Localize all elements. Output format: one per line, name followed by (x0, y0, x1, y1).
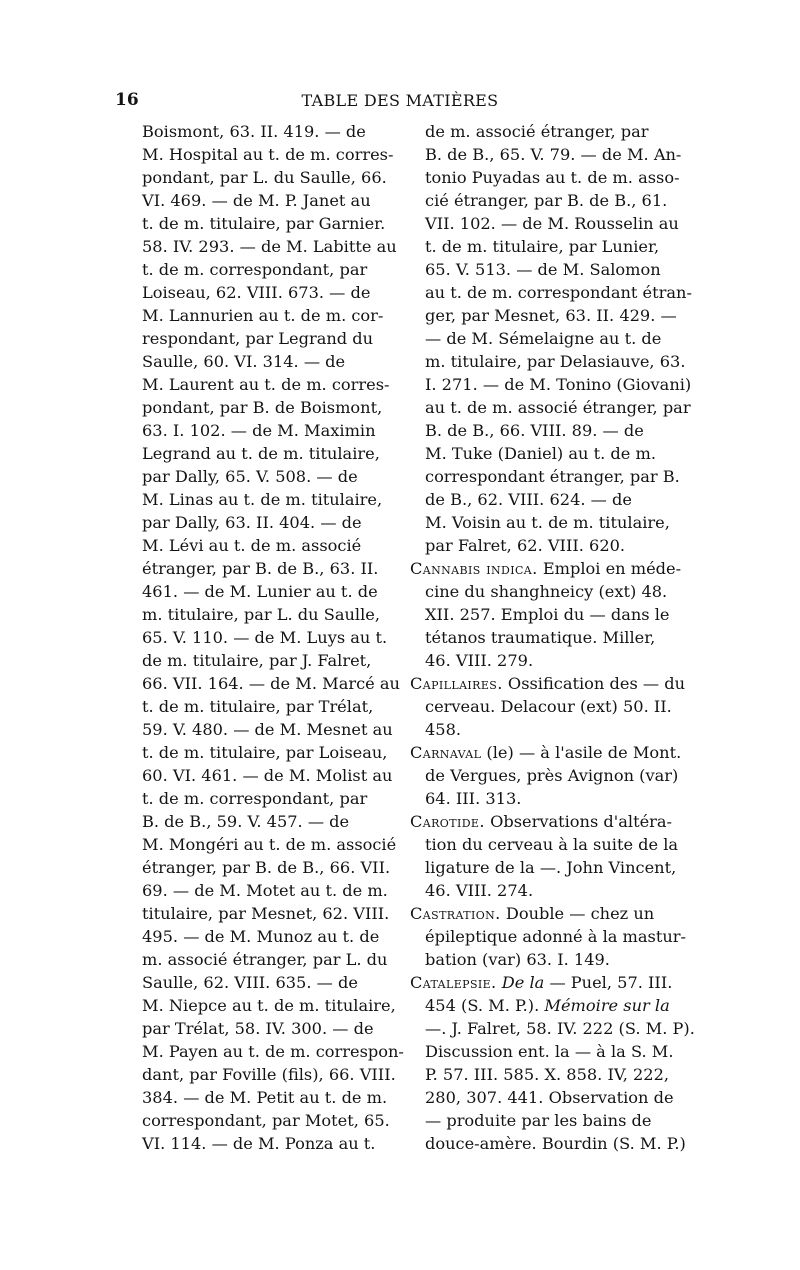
text-line: M. Tuke (Daniel) au t. de m. (425, 444, 656, 463)
index-term: Carotide. (410, 812, 485, 831)
text-line: VI. 114. — de M. Ponza au t. (142, 1134, 376, 1153)
text-line: XII. 257. Emploi du — dans le (425, 605, 670, 624)
text-line: 46. VIII. 274. (425, 881, 534, 900)
text-line: Saulle, 60. VI. 314. — de (142, 352, 346, 371)
text-line: respondant, par Legrand du (142, 329, 374, 348)
text-line: 495. — de M. Munoz au t. de (142, 927, 380, 946)
right-column (410, 120, 695, 1155)
text-line: t. de m. titulaire, par Lunier, (425, 237, 660, 256)
text-line: étranger, par B. de B., 63. II. (142, 559, 379, 578)
text-line: de Vergues, près Avignon (var) (425, 766, 679, 785)
text-line: 64. III. 313. (425, 789, 522, 808)
text-line: VI. 469. — de M. P. Janet au (142, 191, 371, 210)
page-number: 16 (115, 90, 139, 110)
text-line: M. Lévi au t. de m. associé (142, 536, 362, 555)
text-line: M. Voisin au t. de m. titulaire, (425, 513, 670, 532)
text-line: épileptique adonné à la mastur- (425, 927, 686, 946)
text-line: tétanos traumatique. Miller, (425, 628, 656, 647)
index-term: Capillaires. (410, 674, 503, 693)
index-entry-heading (410, 902, 672, 925)
entry-text: Emploi en méde- (537, 559, 682, 578)
text-line (410, 994, 672, 1017)
text-line: par Dally, 65. V. 508. — de (142, 467, 358, 486)
text-line: t. de m. titulaire, par Garnier. (142, 214, 386, 233)
entry-text: — Puel, 57. III. (544, 973, 673, 992)
text-line: Discussion ent. la — à la S. M. (425, 1042, 674, 1061)
text-line: cine du shanghneicy (ext) 48. (425, 582, 668, 601)
text-line: correspondant, par Motet, 65. (142, 1111, 390, 1130)
text-line: m. titulaire, par L. du Saulle, (142, 605, 380, 624)
text-line: de m. titulaire, par J. Falret, (142, 651, 372, 670)
italic-text: Mémoire sur la (544, 996, 670, 1015)
text-line: M. Mongéri au t. de m. associé (142, 835, 397, 854)
text-line: M. Payen au t. de m. correspon- (142, 1042, 404, 1061)
text-line: — produite par les bains de (425, 1111, 652, 1130)
text-line: B. de B., 65. V. 79. — de M. An- (425, 145, 682, 164)
text-line: 280, 307. 441. Observation de (425, 1088, 674, 1107)
text-line: M. Laurent au t. de m. corres- (142, 375, 390, 394)
text-line: B. de B., 59. V. 457. — de (142, 812, 350, 831)
text-line: 63. I. 102. — de M. Maximin (142, 421, 376, 440)
text-line: pondant, par L. du Saulle, 66. (142, 168, 387, 187)
text-line: 66. VII. 164. — de M. Marcé au (142, 674, 400, 693)
text-line: 69. — de M. Motet au t. de m. (142, 881, 388, 900)
index-term: Carnaval (410, 743, 482, 762)
entry-text: Double — chez un (500, 904, 655, 923)
running-title: TABLE DES MATIÈRES (301, 91, 499, 110)
text-line: 65. V. 513. — de M. Salomon (425, 260, 661, 279)
text-line: de B., 62. VIII. 624. — de (425, 490, 632, 509)
text-line: m. titulaire, par Delasiauve, 63. (425, 352, 686, 371)
text-line: par Trélat, 58. IV. 300. — de (142, 1019, 374, 1038)
index-term: Castration. (410, 904, 501, 923)
page-header (0, 90, 800, 110)
text-line: — de M. Sémelaigne au t. de (425, 329, 662, 348)
text-line: par Falret, 62. VIII. 620. (425, 536, 626, 555)
text-line: Legrand au t. de m. titulaire, (142, 444, 380, 463)
text-line: I. 271. — de M. Tonino (Giovani) (425, 375, 692, 394)
text-line: M. Lannurien au t. de m. cor- (142, 306, 384, 325)
text-line: tion du cerveau à la suite de la (425, 835, 679, 854)
text-line: Boismont, 63. II. 419. — de (142, 122, 366, 141)
text-line: cié étranger, par B. de B., 61. (425, 191, 668, 210)
text-line: au t. de m. correspondant étran- (425, 283, 692, 302)
text-line: tonio Puyadas au t. de m. asso- (425, 168, 680, 187)
index-entry-heading (410, 672, 686, 695)
entry-text: Ossification des — du (502, 674, 686, 693)
index-term: Catalepsie. (410, 973, 497, 992)
text-line: étranger, par B. de B., 66. VII. (142, 858, 391, 877)
index-entry-heading (410, 557, 682, 580)
text-line: cerveau. Delacour (ext) 50. II. (425, 697, 672, 716)
text-line: pondant, par B. de Boismont, (142, 398, 383, 417)
text-line: t. de m. titulaire, par Loiseau, (142, 743, 388, 762)
text-line: de m. associé étranger, par (425, 122, 649, 141)
text-line: Saulle, 62. VIII. 635. — de (142, 973, 358, 992)
index-entry-heading (410, 971, 672, 994)
text-line: M. Niepce au t. de m. titulaire, (142, 996, 396, 1015)
text-line: Loiseau, 62. VIII. 673. — de (142, 283, 371, 302)
text-line: par Dally, 63. II. 404. — de (142, 513, 362, 532)
text-line: bation (var) 63. I. 149. (425, 950, 610, 969)
text-line: 58. IV. 293. — de M. Labitte au (142, 237, 397, 256)
text-line: VII. 102. — de M. Rousselin au (425, 214, 679, 233)
index-entry-heading (410, 810, 672, 833)
italic-text: De la (496, 973, 545, 992)
text-line: 461. — de M. Lunier au t. de (142, 582, 378, 601)
text-line: 384. — de M. Petit au t. de m. (142, 1088, 388, 1107)
index-entry-heading (410, 741, 682, 764)
entry-text: 454 (S. M. P.). (425, 996, 545, 1015)
text-line: 60. VI. 461. — de M. Molist au (142, 766, 393, 785)
text-line: douce-amère. Bourdin (S. M. P.) (425, 1134, 686, 1153)
text-line: correspondant étranger, par B. (425, 467, 680, 486)
text-line: ligature de la —. John Vincent, (425, 858, 677, 877)
text-line: 65. V. 110. — de M. Luys au t. (142, 628, 388, 647)
text-line: B. de B., 66. VIII. 89. — de (425, 421, 644, 440)
text-line: m. associé étranger, par L. du (142, 950, 388, 969)
text-line: 46. VIII. 279. (425, 651, 534, 670)
text-line: t. de m. titulaire, par Trélat, (142, 697, 374, 716)
text-line: M. Linas au t. de m. titulaire, (142, 490, 383, 509)
text-line: 458. (425, 720, 462, 739)
text-line: dant, par Foville (fils), 66. VIII. (142, 1065, 396, 1084)
text-line: 59. V. 480. — de M. Mesnet au (142, 720, 393, 739)
text-line: ger, par Mesnet, 63. II. 429. — (425, 306, 677, 325)
text-line: au t. de m. associé étranger, par (425, 398, 691, 417)
index-term: Cannabis indica. (410, 559, 538, 578)
text-line: —. J. Falret, 58. IV. 222 (S. M. P). (425, 1019, 695, 1038)
text-line: t. de m. correspondant, par (142, 260, 368, 279)
entry-text: Observations d'altéra- (484, 812, 673, 831)
text-line: titulaire, par Mesnet, 62. VIII. (142, 904, 390, 923)
entry-text: (le) — à l'asile de Mont. (481, 743, 682, 762)
text-line: P. 57. III. 585. X. 858. IV, 222, (425, 1065, 670, 1084)
left-column (142, 120, 404, 1155)
text-line: t. de m. correspondant, par (142, 789, 368, 808)
text-line: M. Hospital au t. de m. corres- (142, 145, 394, 164)
